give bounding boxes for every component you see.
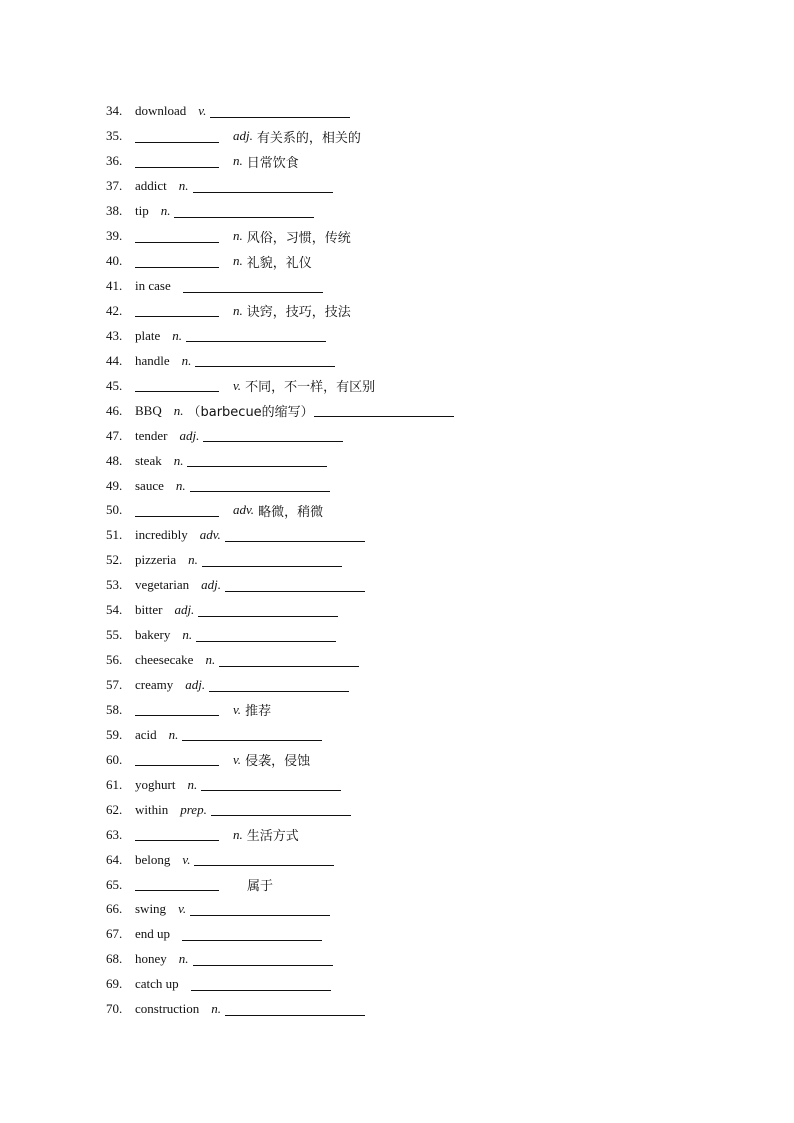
part-of-speech: n.	[233, 228, 243, 244]
answer-blank[interactable]	[194, 853, 334, 866]
part-of-speech: v.	[233, 377, 242, 393]
item-number: 36.	[106, 153, 123, 169]
answer-blank[interactable]	[182, 728, 322, 741]
part-of-speech: adv.	[233, 502, 255, 518]
english-word: honey	[135, 951, 167, 967]
item-number: 47.	[106, 427, 123, 443]
item-number: 38.	[106, 203, 123, 219]
answer-blank[interactable]	[193, 953, 333, 966]
part-of-speech: v.	[233, 751, 242, 767]
vocab-row	[106, 124, 726, 149]
item-number: 43.	[106, 327, 123, 343]
answer-blank[interactable]	[210, 105, 350, 118]
item-number: 56.	[106, 652, 123, 668]
part-of-speech: n.	[233, 826, 243, 842]
part-of-speech: n.	[173, 402, 184, 418]
item-number: 69.	[106, 976, 123, 992]
part-of-speech: v.	[233, 701, 242, 717]
chinese-meaning: 不同，不一样，有区别	[245, 380, 376, 396]
vocab-row	[106, 997, 726, 1022]
answer-blank[interactable]	[225, 1003, 365, 1016]
item-number: 53.	[106, 577, 123, 593]
vocab-row	[106, 847, 726, 872]
item-number: 34.	[106, 103, 123, 119]
vocab-row	[106, 249, 726, 274]
answer-blank[interactable]	[219, 654, 359, 667]
part-of-speech: n.	[172, 327, 183, 343]
vocab-row	[106, 99, 726, 124]
chinese-meaning: （barbecue的缩写）	[187, 405, 314, 421]
english-word: belong	[135, 851, 171, 867]
part-of-speech: n.	[178, 178, 189, 194]
part-of-speech: n.	[211, 1001, 222, 1017]
answer-blank[interactable]	[196, 629, 336, 642]
vocab-row	[106, 348, 726, 373]
vocab-row	[106, 797, 726, 822]
english-word: plate	[135, 327, 161, 343]
english-word: tip	[135, 203, 149, 219]
part-of-speech: adj.	[179, 427, 200, 443]
answer-blank[interactable]	[182, 928, 322, 941]
answer-blank[interactable]	[202, 554, 342, 567]
part-of-speech: v.	[198, 103, 207, 119]
english-word: pizzeria	[135, 552, 177, 568]
item-number: 45.	[106, 377, 123, 393]
english-word: incredibly	[135, 527, 188, 543]
vocab-row	[106, 523, 726, 548]
part-of-speech: n.	[175, 477, 186, 493]
answer-blank[interactable]	[135, 703, 219, 716]
english-word: end up	[135, 926, 171, 942]
answer-blank[interactable]	[211, 803, 351, 816]
vocab-row	[106, 673, 726, 698]
item-number: 42.	[106, 302, 123, 318]
vocab-row	[106, 598, 726, 623]
item-number: 41.	[106, 278, 123, 294]
vocab-row	[106, 274, 726, 299]
chinese-meaning: 日常饮食	[246, 155, 299, 171]
answer-blank[interactable]	[191, 978, 331, 991]
answer-blank[interactable]	[186, 329, 326, 342]
answer-blank[interactable]	[187, 454, 327, 467]
english-word: bitter	[135, 602, 163, 618]
answer-blank[interactable]	[135, 828, 219, 841]
item-number: 61.	[106, 776, 123, 792]
chinese-meaning: 风俗，习惯，传统	[246, 230, 351, 246]
vocab-row	[106, 224, 726, 249]
part-of-speech: n.	[187, 776, 198, 792]
item-number: 66.	[106, 901, 123, 917]
vocab-row	[106, 423, 726, 448]
english-word: tender	[135, 427, 168, 443]
part-of-speech: adj.	[233, 128, 253, 144]
part-of-speech: n.	[233, 153, 243, 169]
answer-blank[interactable]	[201, 778, 341, 791]
item-number: 51.	[106, 527, 123, 543]
item-number: 44.	[106, 352, 123, 368]
answer-blank[interactable]	[225, 579, 365, 592]
english-word: catch up	[135, 976, 179, 992]
item-number: 48.	[106, 452, 123, 468]
answer-blank[interactable]	[190, 903, 330, 916]
item-number: 64.	[106, 851, 123, 867]
item-number: 70.	[106, 1001, 123, 1017]
part-of-speech: n.	[173, 452, 184, 468]
vocab-row	[106, 922, 726, 947]
part-of-speech: n.	[233, 253, 243, 269]
answer-blank[interactable]	[135, 753, 219, 766]
chinese-meaning: 略微，稍微	[258, 504, 324, 520]
english-word: creamy	[135, 677, 174, 693]
chinese-meaning: 生活方式	[246, 829, 299, 845]
part-of-speech: n.	[181, 352, 192, 368]
item-number: 57.	[106, 677, 123, 693]
vocab-row	[106, 398, 726, 423]
item-number: 54.	[106, 602, 123, 618]
vocab-row	[106, 822, 726, 847]
vocabulary-list	[106, 99, 726, 1022]
item-number: 63.	[106, 826, 123, 842]
vocab-row	[106, 373, 726, 398]
item-number: 35.	[106, 128, 123, 144]
part-of-speech: v.	[178, 901, 187, 917]
part-of-speech: adj.	[201, 577, 222, 593]
answer-blank[interactable]	[314, 404, 454, 417]
english-word: yoghurt	[135, 776, 176, 792]
vocab-row	[106, 623, 726, 648]
item-number: 59.	[106, 726, 123, 742]
answer-blank[interactable]	[174, 205, 314, 218]
part-of-speech: adv.	[199, 527, 221, 543]
vocab-row	[106, 498, 726, 523]
vocab-row	[106, 772, 726, 797]
vocab-row	[106, 872, 726, 897]
part-of-speech: n.	[168, 726, 179, 742]
english-word: acid	[135, 726, 157, 742]
answer-blank[interactable]	[135, 255, 219, 268]
item-number: 68.	[106, 951, 123, 967]
answer-blank[interactable]	[198, 604, 338, 617]
vocab-row	[106, 448, 726, 473]
answer-blank[interactable]	[135, 504, 219, 517]
chinese-meaning: 属于	[247, 879, 274, 895]
item-number: 46.	[106, 402, 123, 418]
item-number: 40.	[106, 253, 123, 269]
answer-blank[interactable]	[195, 354, 335, 367]
part-of-speech: prep.	[180, 801, 207, 817]
english-word: within	[135, 801, 169, 817]
part-of-speech: n.	[160, 203, 171, 219]
vocab-row	[106, 947, 726, 972]
part-of-speech: adj.	[185, 677, 206, 693]
part-of-speech: n.	[178, 951, 189, 967]
english-word: BBQ	[135, 402, 162, 418]
item-number: 50.	[106, 502, 123, 518]
part-of-speech: v.	[182, 851, 191, 867]
vocab-row	[106, 199, 726, 224]
vocab-row	[106, 747, 726, 772]
vocab-row	[106, 897, 726, 922]
item-number: 60.	[106, 751, 123, 767]
vocab-row	[106, 299, 726, 324]
chinese-meaning: 侵袭，侵蚀	[245, 754, 311, 770]
item-number: 58.	[106, 701, 123, 717]
vocab-row	[106, 722, 726, 747]
answer-blank[interactable]	[183, 280, 323, 293]
item-number: 55.	[106, 627, 123, 643]
part-of-speech: n.	[182, 627, 193, 643]
answer-blank[interactable]	[135, 379, 219, 392]
answer-blank[interactable]	[225, 529, 365, 542]
part-of-speech: n.	[188, 552, 198, 568]
english-word: construction	[135, 1001, 200, 1017]
item-number: 49.	[106, 477, 123, 493]
item-number: 37.	[106, 178, 123, 194]
english-word: vegetarian	[135, 577, 190, 593]
part-of-speech: n.	[205, 652, 216, 668]
english-word: cheesecake	[135, 652, 194, 668]
answer-blank[interactable]	[203, 429, 343, 442]
english-word: in case	[135, 278, 171, 294]
answer-blank[interactable]	[135, 878, 219, 891]
english-word: addict	[135, 178, 167, 194]
answer-blank[interactable]	[135, 155, 219, 168]
english-word: handle	[135, 352, 170, 368]
vocab-row	[106, 149, 726, 174]
english-word: download	[135, 103, 187, 119]
item-number: 67.	[106, 926, 123, 942]
vocab-row	[106, 573, 726, 598]
english-word: bakery	[135, 627, 171, 643]
chinese-meaning: 推荐	[245, 704, 272, 720]
part-of-speech: n.	[233, 302, 243, 318]
answer-blank[interactable]	[193, 180, 333, 193]
vocab-row	[106, 174, 726, 199]
vocab-row	[106, 972, 726, 997]
chinese-meaning: 有关系的，相关的	[256, 130, 361, 146]
item-number: 52.	[106, 552, 123, 568]
answer-blank[interactable]	[190, 479, 330, 492]
item-number: 65.	[106, 876, 123, 892]
vocab-row	[106, 473, 726, 498]
answer-blank[interactable]	[209, 679, 349, 692]
chinese-meaning: 礼貌，礼仪	[246, 255, 312, 271]
answer-blank[interactable]	[135, 130, 219, 143]
part-of-speech: adj.	[174, 602, 195, 618]
vocab-row	[106, 323, 726, 348]
english-word: sauce	[135, 477, 164, 493]
vocab-row	[106, 698, 726, 723]
answer-blank[interactable]	[135, 304, 219, 317]
vocab-row	[106, 648, 726, 673]
vocab-row	[106, 548, 726, 573]
english-word: swing	[135, 901, 167, 917]
english-word: steak	[135, 452, 162, 468]
item-number: 62.	[106, 801, 123, 817]
answer-blank[interactable]	[135, 230, 219, 243]
chinese-meaning: 诀窍，技巧，技法	[246, 305, 351, 321]
item-number: 39.	[106, 228, 123, 244]
